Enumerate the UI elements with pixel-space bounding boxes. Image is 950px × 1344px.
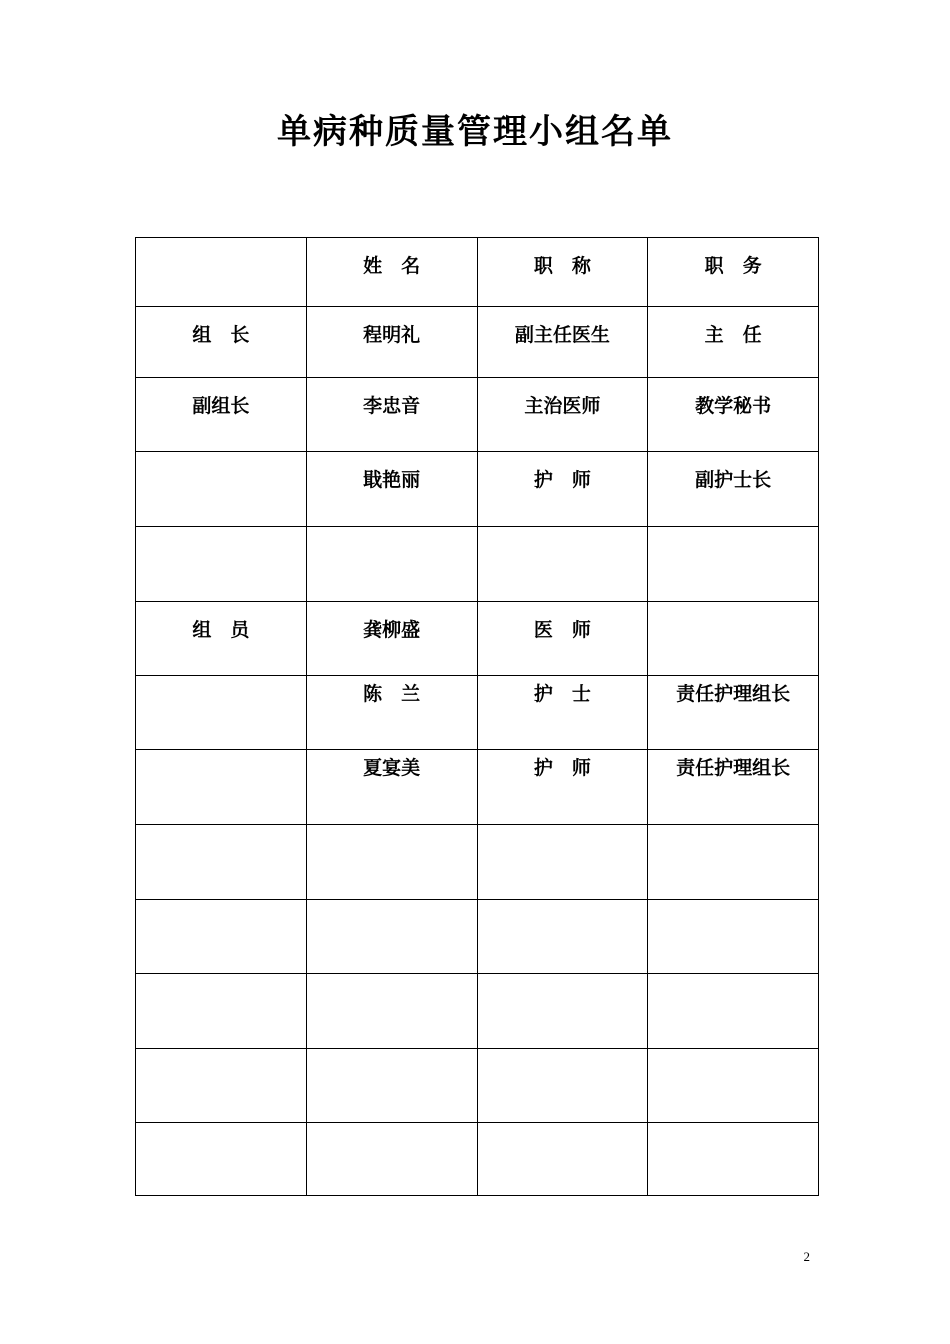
table-row xyxy=(136,676,819,750)
cell-position: 责任护理组长 xyxy=(648,750,819,825)
header-cell-position: 职 务 xyxy=(648,238,819,307)
header-cell-role xyxy=(136,238,307,307)
cell-name: 戢艳丽 xyxy=(306,452,477,527)
cell-role xyxy=(136,974,307,1049)
cell-title: 护 师 xyxy=(477,452,648,527)
cell-title: 护 师 xyxy=(477,750,648,825)
cell-name: 陈 兰 xyxy=(306,676,477,750)
cell-name: 李忠音 xyxy=(306,378,477,452)
cell-title: 副主任医生 xyxy=(477,307,648,378)
cell-title xyxy=(477,527,648,602)
table-header-row xyxy=(136,238,819,307)
page-number: 2 xyxy=(803,1249,810,1264)
cell-role xyxy=(136,527,307,602)
table-row xyxy=(136,527,819,602)
cell-role xyxy=(136,1123,307,1196)
cell-name xyxy=(306,974,477,1049)
cell-position: 责任护理组长 xyxy=(648,676,819,750)
cell-title xyxy=(477,825,648,900)
cell-title xyxy=(477,974,648,1049)
cell-name: 夏宴美 xyxy=(306,750,477,825)
cell-role xyxy=(136,452,307,527)
cell-name xyxy=(306,900,477,974)
cell-name xyxy=(306,825,477,900)
cell-role: 组 长 xyxy=(136,307,307,378)
document-title: 单病种质量管理小组名单 xyxy=(277,112,673,152)
cell-name: 程明礼 xyxy=(306,307,477,378)
cell-name xyxy=(306,527,477,602)
cell-title: 护 士 xyxy=(477,676,648,750)
cell-title: 主治医师 xyxy=(477,378,648,452)
cell-role: 组 员 xyxy=(136,602,307,676)
cell-name xyxy=(306,1049,477,1123)
member-roster-table xyxy=(135,237,819,1196)
table-row xyxy=(136,452,819,527)
cell-position: 副护士长 xyxy=(648,452,819,527)
cell-position xyxy=(648,1123,819,1196)
cell-role xyxy=(136,900,307,974)
cell-name xyxy=(306,1123,477,1196)
cell-position xyxy=(648,900,819,974)
header-cell-name: 姓 名 xyxy=(306,238,477,307)
table-row xyxy=(136,825,819,900)
cell-position xyxy=(648,602,819,676)
cell-name: 龚柳盛 xyxy=(306,602,477,676)
table-row xyxy=(136,307,819,378)
cell-position: 教学秘书 xyxy=(648,378,819,452)
cell-title: 医 师 xyxy=(477,602,648,676)
cell-title xyxy=(477,900,648,974)
table-row xyxy=(136,602,819,676)
table-row xyxy=(136,750,819,825)
cell-role xyxy=(136,676,307,750)
cell-position xyxy=(648,974,819,1049)
table-row xyxy=(136,1049,819,1123)
table-row xyxy=(136,378,819,452)
cell-role xyxy=(136,825,307,900)
header-cell-title: 职 称 xyxy=(477,238,648,307)
cell-position xyxy=(648,825,819,900)
table-row xyxy=(136,974,819,1049)
cell-position xyxy=(648,527,819,602)
cell-title xyxy=(477,1123,648,1196)
cell-position xyxy=(648,1049,819,1123)
cell-position: 主 任 xyxy=(648,307,819,378)
cell-role xyxy=(136,1049,307,1123)
table-row xyxy=(136,1123,819,1196)
cell-role xyxy=(136,750,307,825)
cell-role: 副组长 xyxy=(136,378,307,452)
cell-title xyxy=(477,1049,648,1123)
table-row xyxy=(136,900,819,974)
